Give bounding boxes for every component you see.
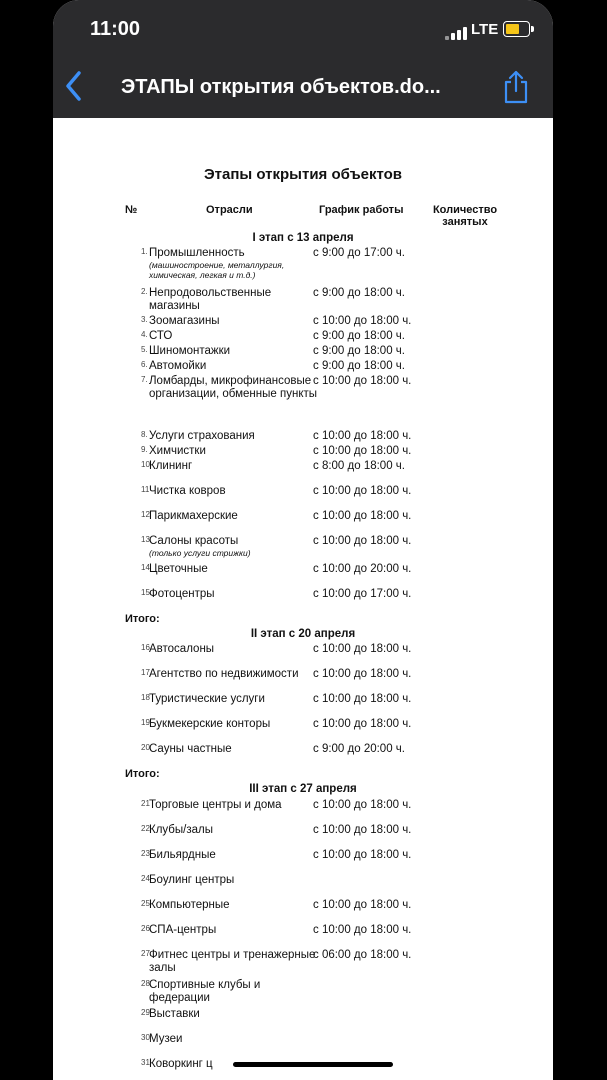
row-sector: [149, 287, 319, 313]
row-schedule: с 10:00 до 18:00 ч.: [313, 643, 412, 655]
sector-name: Парикмахерские: [149, 510, 238, 522]
sector-name: Цветочные: [149, 563, 208, 575]
network-label: LTE: [471, 21, 499, 38]
row-sector: [149, 485, 319, 498]
row-sector: [149, 643, 319, 656]
row-schedule: с 10:00 до 18:00 ч.: [313, 535, 412, 547]
row-sector: [149, 510, 319, 523]
row-sector: [149, 563, 319, 576]
sector-name: Выставки: [149, 1008, 200, 1020]
row-sector: [149, 430, 319, 443]
sector-name: Клубы/залы: [149, 824, 213, 836]
header-sector: Отрасли: [206, 204, 253, 216]
row-number: 19: [141, 718, 150, 727]
document-title: ЭТАПЫ открытия объектов.do...: [121, 76, 441, 98]
row-schedule: с 9:00 до 18:00 ч.: [313, 330, 405, 342]
row-number: 28: [141, 979, 150, 988]
row-number: 10: [141, 460, 150, 469]
row-sector: [149, 330, 319, 343]
sector-name: Боулинг центры: [149, 874, 235, 886]
header-schedule: График работы: [319, 204, 404, 216]
sector-name: Фитнес центры и тренажерные залы: [149, 949, 316, 974]
row-sector: [149, 874, 319, 887]
sector-name: Автосалоны: [149, 643, 215, 655]
row-sector: [149, 445, 319, 458]
row-schedule: с 10:00 до 18:00 ч.: [313, 924, 412, 936]
header-num: №: [125, 204, 138, 216]
row-schedule: с 10:00 до 18:00 ч.: [313, 485, 412, 497]
status-time: 11:00: [90, 18, 141, 40]
sector-name: Услуги страхования: [149, 430, 255, 442]
sector-name: Чистка ковров: [149, 485, 226, 497]
total-label-1: Итого:: [125, 613, 160, 625]
row-number: 9.: [141, 445, 148, 454]
sector-name: Бильярдные: [149, 849, 216, 861]
signal-icon: [445, 26, 467, 40]
sector-name: Автомойки: [149, 360, 207, 372]
row-number: 18: [141, 693, 150, 702]
row-sector: [149, 1008, 319, 1021]
row-number: 17: [141, 668, 150, 677]
row-schedule: с 10:00 до 18:00 ч.: [313, 510, 412, 522]
row-number: 22: [141, 824, 150, 833]
row-schedule: с 10:00 до 18:00 ч.: [313, 315, 412, 327]
row-schedule: с 9:00 до 20:00 ч.: [313, 743, 405, 755]
phone-screen: [53, 0, 553, 1080]
row-number: 12: [141, 510, 150, 519]
row-sector: [149, 535, 319, 558]
row-number: 11: [141, 485, 150, 494]
row-number: 23: [141, 849, 150, 858]
row-number: 30: [141, 1033, 150, 1042]
row-schedule: с 10:00 до 18:00 ч.: [313, 824, 412, 836]
row-schedule: с 10:00 до 20:00 ч.: [313, 563, 412, 575]
row-number: 27: [141, 949, 150, 958]
row-sector: [149, 718, 319, 731]
row-sector: [149, 979, 319, 1005]
sector-name: Химчистки: [149, 445, 206, 457]
sector-name: Торговые центры и дома: [149, 799, 282, 811]
row-sector: [149, 824, 319, 837]
row-schedule: с 9:00 до 17:00 ч.: [313, 247, 405, 259]
row-schedule: с 10:00 до 18:00 ч.: [313, 375, 412, 387]
sector-name: Клининг: [149, 460, 193, 472]
row-number: 24: [141, 874, 150, 883]
stage-2-heading: II этап с 20 апреля: [250, 628, 356, 640]
row-sector: [149, 460, 319, 473]
doc-title: Этапы открытия объектов: [203, 166, 403, 183]
sector-name: Букмекерские конторы: [149, 718, 271, 730]
row-schedule: с 10:00 до 18:00 ч.: [313, 899, 412, 911]
row-number: 5.: [141, 345, 148, 354]
sector-name: СТО: [149, 330, 173, 342]
sector-name: Агентство по недвижимости: [149, 668, 299, 680]
header-count: Количество занятых: [432, 204, 498, 228]
sector-note: (машиностроение, металлургия, химическая, легкая и т.д.): [149, 260, 285, 280]
row-number: 13: [141, 535, 150, 544]
stage-1-heading: I этап с 13 апреля: [252, 232, 354, 244]
row-sector: [149, 247, 319, 280]
row-sector: [149, 1033, 319, 1046]
row-schedule: с 10:00 до 18:00 ч.: [313, 445, 412, 457]
row-sector: [149, 668, 319, 681]
row-number: 21: [141, 799, 150, 808]
row-schedule: с 8:00 до 18:00 ч.: [313, 460, 405, 472]
row-number: 31: [141, 1058, 150, 1067]
row-schedule: с 9:00 до 18:00 ч.: [313, 345, 405, 357]
sector-name: Салоны красоты: [149, 535, 239, 547]
row-schedule: с 10:00 до 18:00 ч.: [313, 799, 412, 811]
row-schedule: с 10:00 до 18:00 ч.: [313, 718, 412, 730]
row-schedule: с 10:00 до 17:00 ч.: [313, 588, 412, 600]
sector-name: Компьютерные: [149, 899, 230, 911]
row-schedule: с 06:00 до 18:00 ч.: [313, 949, 412, 961]
sector-name: Музеи: [149, 1033, 183, 1045]
row-schedule: с 9:00 до 18:00 ч.: [313, 360, 405, 372]
top-bar: [53, 0, 553, 118]
sector-name: Спортивные клубы и федерации: [149, 979, 261, 1004]
sector-name: Промышленность: [149, 247, 245, 259]
row-sector: [149, 743, 319, 756]
sector-name: Сауны частные: [149, 743, 232, 755]
row-number: 25: [141, 899, 150, 908]
row-number: 16: [141, 643, 150, 652]
row-schedule: с 9:00 до 18:00 ч.: [313, 287, 405, 299]
row-sector: [149, 375, 319, 401]
sector-name: СПА-центры: [149, 924, 217, 936]
row-sector: [149, 949, 319, 975]
stage-3-heading: III этап с 27 апреля: [249, 783, 357, 795]
row-number: 7.: [141, 375, 148, 384]
row-number: 3.: [141, 315, 148, 324]
battery-icon: [503, 21, 530, 37]
row-number: 2.: [141, 287, 148, 296]
row-number: 20: [141, 743, 150, 752]
row-number: 14: [141, 563, 150, 572]
sector-name: Коворкинг ц: [149, 1058, 213, 1070]
home-indicator: [233, 1062, 393, 1067]
row-sector: [149, 315, 319, 328]
row-sector: [149, 849, 319, 862]
row-number: 6.: [141, 360, 148, 369]
row-sector: [149, 588, 319, 601]
row-sector: [149, 899, 319, 912]
row-number: 26: [141, 924, 150, 933]
row-sector: [149, 693, 319, 706]
back-chevron-icon[interactable]: [63, 70, 83, 102]
sector-name: Зоомагазины: [149, 315, 220, 327]
row-number: 8.: [141, 430, 148, 439]
row-number: 1.: [141, 247, 148, 256]
row-number: 4.: [141, 330, 148, 339]
total-label-2: Итого:: [125, 768, 160, 780]
row-sector: [149, 345, 319, 358]
row-sector: [149, 360, 319, 373]
row-sector: [149, 924, 319, 937]
row-number: 15: [141, 588, 150, 597]
row-schedule: с 10:00 до 18:00 ч.: [313, 668, 412, 680]
sector-name: Фотоцентры: [149, 588, 215, 600]
sector-name: Туристические услуги: [149, 693, 265, 705]
share-icon[interactable]: [503, 70, 529, 104]
sector-note: (только услуги стрижки): [149, 548, 251, 558]
row-number: 29: [141, 1008, 150, 1017]
row-schedule: с 10:00 до 18:00 ч.: [313, 430, 412, 442]
sector-name: Ломбарды, микрофинансовые организации, обменные пункты: [149, 375, 318, 400]
sector-name: Шиномонтажки: [149, 345, 231, 357]
row-sector: [149, 799, 319, 812]
sector-name: Непродовольственные магазины: [149, 287, 272, 312]
row-schedule: с 10:00 до 18:00 ч.: [313, 693, 412, 705]
row-schedule: с 10:00 до 18:00 ч.: [313, 849, 412, 861]
